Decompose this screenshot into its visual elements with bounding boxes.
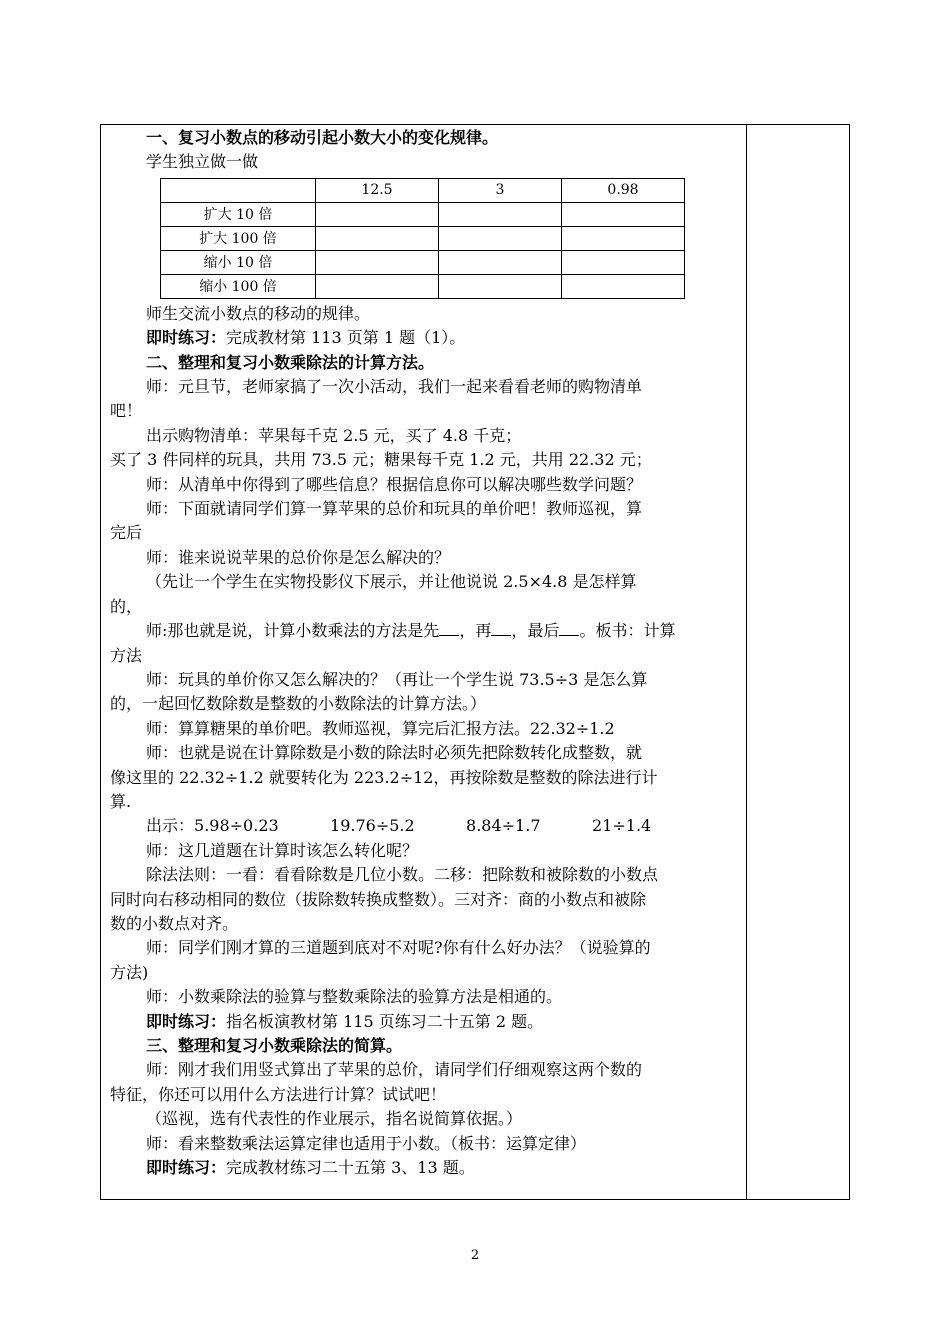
table-cell: 缩小 10 倍: [161, 250, 316, 274]
practice-text: 完成教材第 113 页第 1 题（1）。: [226, 328, 466, 348]
lesson-content: [110, 126, 740, 1180]
section-1-after-table: 师生交流小数点的移动的规律。: [146, 303, 371, 323]
section-1-heading: 一、复习小数点的移动引起小数大小的变化规律。: [146, 128, 499, 147]
paragraph: 师：元旦节，老师家搞了一次小活动，我们一起来看看老师的购物清单: [146, 377, 643, 397]
paragraph: 师：这几道题在计算时该怎么转化呢？: [146, 840, 419, 860]
table-row: [161, 202, 685, 226]
paragraph: 的，一起回忆数除数是整数的小数除法的计算方法。）: [110, 694, 487, 714]
paragraph-with-blanks: [110, 619, 740, 643]
paragraph: 师：同学们刚才算的三道题到底对不对呢?你有什么好办法？（说验算的: [146, 938, 651, 958]
paragraph: （巡视，选有代表性的作业展示，指名说简算依据。）: [146, 1109, 523, 1129]
paragraph: 师：下面就请同学们算一算苹果的总价和玩具的单价吧！教师巡视，算: [146, 499, 643, 519]
paragraph: （先让一个学生在实物投影仪下展示，并让他说说 2.5×4.8 是怎样算: [146, 572, 637, 592]
practice-label: 即时练习：: [146, 328, 227, 348]
table-cell: 12.5: [316, 178, 439, 202]
exercise-item: 19.76÷5.2: [330, 816, 415, 836]
table-row: [161, 250, 685, 274]
table-cell: [316, 250, 439, 274]
fill-blank: [559, 621, 579, 636]
paragraph: 师：从清单中你得到了哪些信息？根据信息你可以解决哪些数学问题？: [146, 474, 643, 494]
exercise-item: 8.84÷1.7: [466, 816, 541, 836]
table-cell: [316, 274, 439, 298]
table-cell: [161, 178, 316, 202]
page-number: 2: [470, 1248, 480, 1263]
paragraph: 师：算算糖果的单价吧。教师巡视，算完后汇报方法。22.32÷1.2: [146, 718, 615, 738]
section-2-practice: [110, 1010, 740, 1034]
decimal-shift-table: [160, 178, 685, 299]
paragraph: 师：刚才我们用竖式算出了苹果的总价，请同学们仔细观察这两个数的: [146, 1060, 643, 1080]
paragraph: 方法: [110, 645, 143, 665]
section-3-heading: 三、整理和复习小数乘除法的简算。: [146, 1036, 403, 1055]
table-row: [161, 274, 685, 298]
section-1-practice: [110, 326, 740, 350]
table-cell: 3: [439, 178, 562, 202]
paragraph: 出示购物清单：苹果每千克 2.5 元，买了 4.8 千克；: [146, 425, 522, 445]
text-segment: ，最后: [511, 621, 560, 641]
practice-text: 完成教材练习二十五第 3、13 题。: [226, 1158, 475, 1178]
table-cell: [439, 274, 562, 298]
table-cell: [562, 250, 685, 274]
exercise-item: 21÷1.4: [592, 816, 652, 836]
fill-blank: [439, 621, 459, 636]
paragraph: 像这里的 22.32÷1.2 就要转化为 223.2÷12，再按除数是整数的除法进行计: [110, 767, 658, 787]
paragraph: 师：也就是说在计算除数是小数的除法时必须先把除数转化成整数，就: [146, 743, 643, 763]
practice-label: 即时练习：: [146, 1158, 227, 1178]
table-row: [161, 226, 685, 250]
paragraph: 师：看来整数乘法运算定律也适用于小数。（板书：运算定律）: [146, 1133, 587, 1153]
text-segment: ，再: [459, 621, 492, 641]
section-2-heading: 二、整理和复习小数乘除法的计算方法。: [146, 352, 435, 372]
section-1-instruction: 学生独立做一做: [146, 152, 259, 172]
exercise-list: [110, 814, 740, 838]
paragraph: 方法): [110, 962, 149, 982]
paragraph: 吧！: [110, 401, 143, 421]
paragraph: 特征，你还可以用什么方法进行计算？试试吧！: [110, 1084, 447, 1104]
table-cell: [316, 226, 439, 250]
table-cell: 扩大 10 倍: [161, 202, 316, 226]
paragraph: 师：玩具的单价你又怎么解决的？（再让一个学生说 73.5÷3 是怎么算: [146, 669, 648, 689]
table-header-row: [161, 178, 685, 202]
table-cell: [439, 250, 562, 274]
exercise-item: 5.98÷0.23: [194, 816, 279, 836]
paragraph: 同时向右移动相同的数位（拔除数转换成整数）。三对齐：商的小数点和被除: [110, 889, 647, 909]
section-3-practice: [110, 1156, 740, 1180]
paragraph: 数的小数点对齐。: [110, 913, 239, 933]
table-cell: 扩大 100 倍: [161, 226, 316, 250]
text-segment: 。板书：计算: [579, 621, 676, 641]
table-cell: 0.98: [562, 178, 685, 202]
table-cell: [562, 202, 685, 226]
notes-column-divider: [746, 124, 747, 1200]
paragraph: 除法法则：一看：看看除数是几位小数。二移：把除数和被除数的小数点: [146, 865, 659, 885]
text-segment: 师:那也就是说，计算小数乘法的方法是先: [146, 621, 440, 641]
table-cell: [439, 202, 562, 226]
paragraph: 师：谁来说说苹果的总价你是怎么解决的？: [146, 547, 451, 567]
paragraph: 师：小数乘除法的验算与整数乘除法的验算方法是相通的。: [146, 987, 563, 1007]
exercise-label: 出示：: [146, 816, 195, 836]
paragraph: 的，: [110, 596, 143, 616]
table-cell: [562, 274, 685, 298]
paragraph: 买了 3 件同样的玩具，共用 73.5 元；糖果每千克 1.2 元，共用 22.32 元；: [110, 450, 652, 470]
practice-label: 即时练习：: [146, 1011, 227, 1031]
table-cell: [316, 202, 439, 226]
paragraph: 完后: [110, 523, 143, 543]
table-cell: [562, 226, 685, 250]
practice-text: 指名板演教材第 115 页练习二十五第 2 题。: [226, 1011, 544, 1031]
table-cell: [439, 226, 562, 250]
table-cell: 缩小 100 倍: [161, 274, 316, 298]
fill-blank: [491, 621, 511, 636]
paragraph: 算.: [110, 791, 132, 811]
